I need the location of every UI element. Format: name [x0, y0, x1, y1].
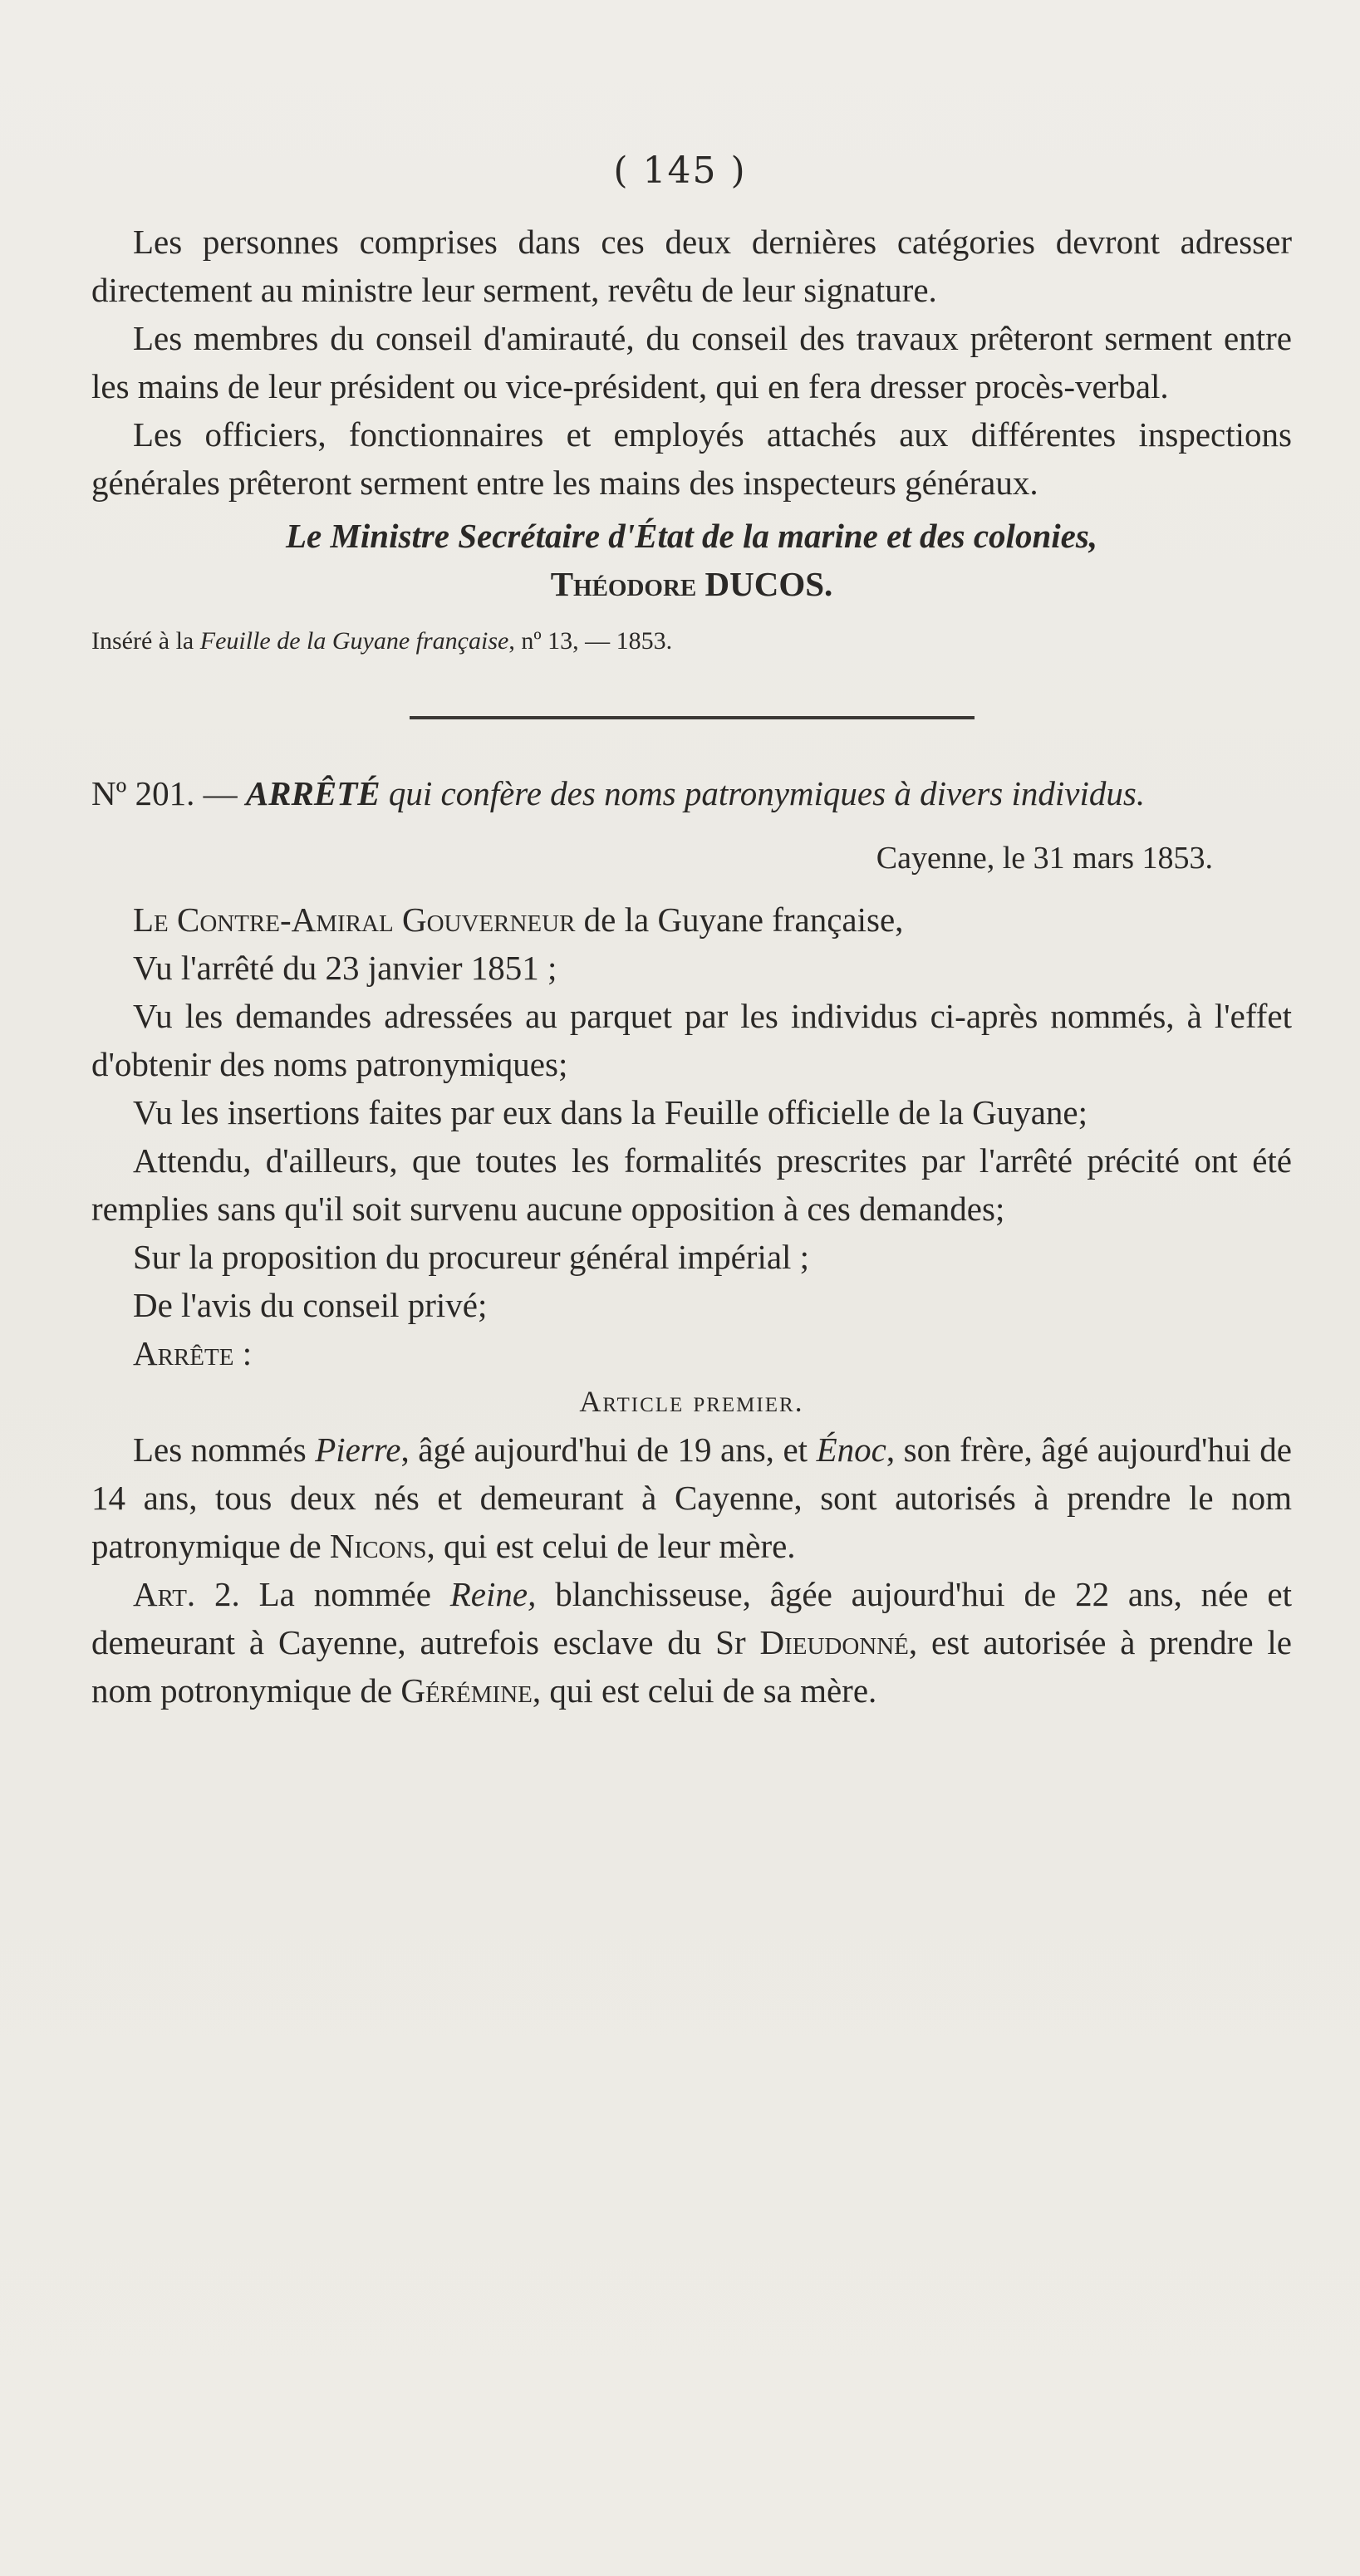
authority-line: Le Contre-Amiral Gouverneur de la Guyane française,	[133, 900, 904, 939]
page-number: ( 145 )	[613, 150, 747, 192]
arrete-label: Arrête :	[133, 1334, 253, 1372]
considerant: Vu les insertions faites par eux dans la Feuille officielle de la Guyane;	[133, 1093, 1088, 1131]
article-heading: Article premier.	[579, 1385, 804, 1418]
considerant: Sur la proposition du procureur général impérial ;	[133, 1238, 810, 1276]
considerant: De l'avis du conseil privé;	[133, 1286, 488, 1324]
insertion-note: Inséré à la Feuille de la Guyane française, nº 13, — 1853.	[91, 627, 673, 655]
signature-role: Le Ministre Secrétaire d'État de la marine et des colonies,	[285, 517, 1098, 555]
paragraph: Les membres du conseil d'amirauté, du conseil des travaux prêteront serment entre les mains de leur président ou vice-président, qui en fera dresser procès-verbal.	[91, 319, 1292, 405]
signature-name: Théodore DUCOS.	[550, 565, 833, 603]
considerant: Attendu, d'ailleurs, que toutes les formalités prescrites par l'arrêté précité ont été remplies sans qu'il soit survenu aucune opposition à ces demandes;	[91, 1141, 1292, 1228]
article-1: Les nommés Pierre, âgé aujourd'hui de 19 ans, et Énoc, son frère, âgé aujourd'hui de 14 ans, tous deux nés et demeurant à Cayenne, sont autorisés à prendre le nom patronymique de Nicons, qui est celui de leur mère.	[91, 1430, 1292, 1565]
arrete-heading: Nº 201. — ARRÊTÉ qui confère des noms patronymiques à divers individus.	[91, 774, 1146, 812]
paragraph: Les personnes comprises dans ces deux dernières catégories devront adresser directement au ministre leur serment, revêtu de leur signature.	[91, 223, 1292, 309]
paragraph: Les officiers, fonctionnaires et employés attachés aux différentes inspections générales prêteront serment entre les mains des inspecteurs généraux.	[91, 415, 1292, 502]
dateline: Cayenne, le 31 mars 1853.	[876, 841, 1213, 876]
considerant: Vu les demandes adressées au parquet par les individus ci-après nommés, à l'effet d'obtenir des noms patronymiques;	[91, 997, 1292, 1083]
section-divider	[410, 716, 975, 719]
article-2: Art. 2. La nommée Reine, blanchisseuse, âgée aujourd'hui de 22 ans, née et demeurant à Cayenne, autrefois esclave du Sr Dieudonné, est autorisée à prendre le nom potronymique de Gérémine, qui est celui de sa mère.	[91, 1575, 1293, 1710]
considerant: Vu l'arrêté du 23 janvier 1851 ;	[133, 949, 557, 987]
text-column	[91, 218, 1292, 1715]
